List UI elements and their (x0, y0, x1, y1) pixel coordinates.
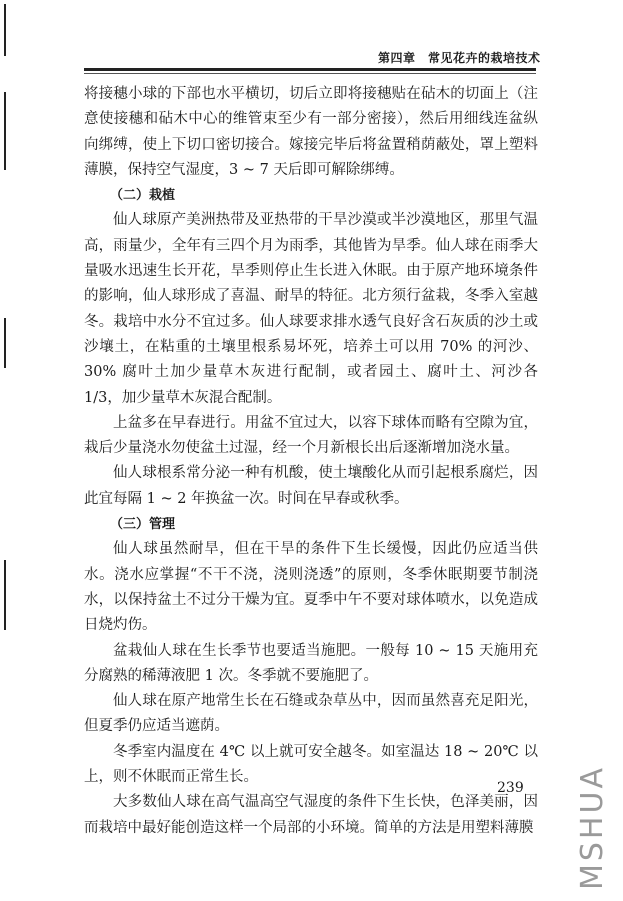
paragraph: 盆栽仙人球在生长季节也要适当施肥。一般每 10 ~ 15 天施用充分腐熟的稀薄液肥 1 次。冬季就不要施肥了。 (84, 642, 538, 684)
watermark: MSHUA (575, 765, 610, 890)
section-heading-management: （三）管理 (110, 517, 176, 533)
paragraph: 仙人球根系常分泌一种有机酸，使土壤酸化从而引起根系腐烂，因此宜每隔 1 ~ 2 年换盆一次。时间在早春或秋季。 (84, 465, 538, 507)
header-rule-thick (84, 68, 536, 71)
header-rule-thin (84, 73, 536, 74)
running-head: 第四章 常见花卉的栽培技术 (378, 51, 541, 65)
paragraph: 仙人球在原产地常生长在石缝或杂草丛中，因而虽然喜充足阳光，但夏季仍应适当遮荫。 (84, 693, 538, 735)
paragraph: 仙人球原产美洲热带及亚热带的干旱沙漠或半沙漠地区，那里气温高，雨量少，全年有三四个月为雨季，其他皆为旱季。仙人球在雨季大量吸水迅速生长开花，旱季则停止生长进入休眠。由于原产地环境条件的影响，仙人球形成了喜温、耐旱的特征。北方须行盆栽，冬季入室越冬。栽培中水分不宜过多。仙人球要求排水透气良好含石灰质的沙土或沙壤土，在粘重的土壤里根系易坏死，培养土可以用 70% 的河沙、30% 腐叶土加少量草木灰进行配制，或者园土、腐叶土、河沙各 1/3，加少量草木灰混合配制。 (84, 212, 538, 406)
page-number: 239 (497, 780, 524, 796)
paragraph: 上盆多在早春进行。用盆不宜过大，以容下球体而略有空隙为宜，栽后少量浇水勿使盆土过湿，经一个月新根长出后逐渐增加浇水量。 (84, 414, 538, 457)
paragraph: 将接穗小球的下部也水平横切，切后立即将接穗贴在砧木的切面上（注意使接穗和砧木中心的维管束至少有一部分密接），然后用细线连盆纵向绑缚，使上下切口密切接合。嫁接完毕后将盆置稍荫蔽处，罩上塑料薄膜，保持空气湿度，3 ~ 7 天后即可解除绑缚。 (84, 86, 538, 178)
section-heading-planting: （二）栽植 (110, 188, 176, 204)
paragraph: 仙人球虽然耐旱，但在干旱的条件下生长缓慢，因此仍应适当供水。浇水应掌握“不干不浇，浇则浇透”的原则，冬季休眠期要节制浇水，以保持盆土不过分干燥为宜。夏季中午不要对球体喷水，以免造成日烧灼伤。 (84, 541, 538, 634)
body-text (84, 82, 538, 841)
paragraph: 大多数仙人球在高气温高空气湿度的条件下生长快，色泽美丽，因而栽培中最好能创造这样一个局部的小环境。简单的方法是用塑料薄膜 (84, 794, 538, 836)
paragraph: 冬季室内温度在 4℃ 以上就可安全越冬。如室温达 18 ~ 20℃ 以上，则不休眠而正常生长。 (84, 743, 538, 786)
